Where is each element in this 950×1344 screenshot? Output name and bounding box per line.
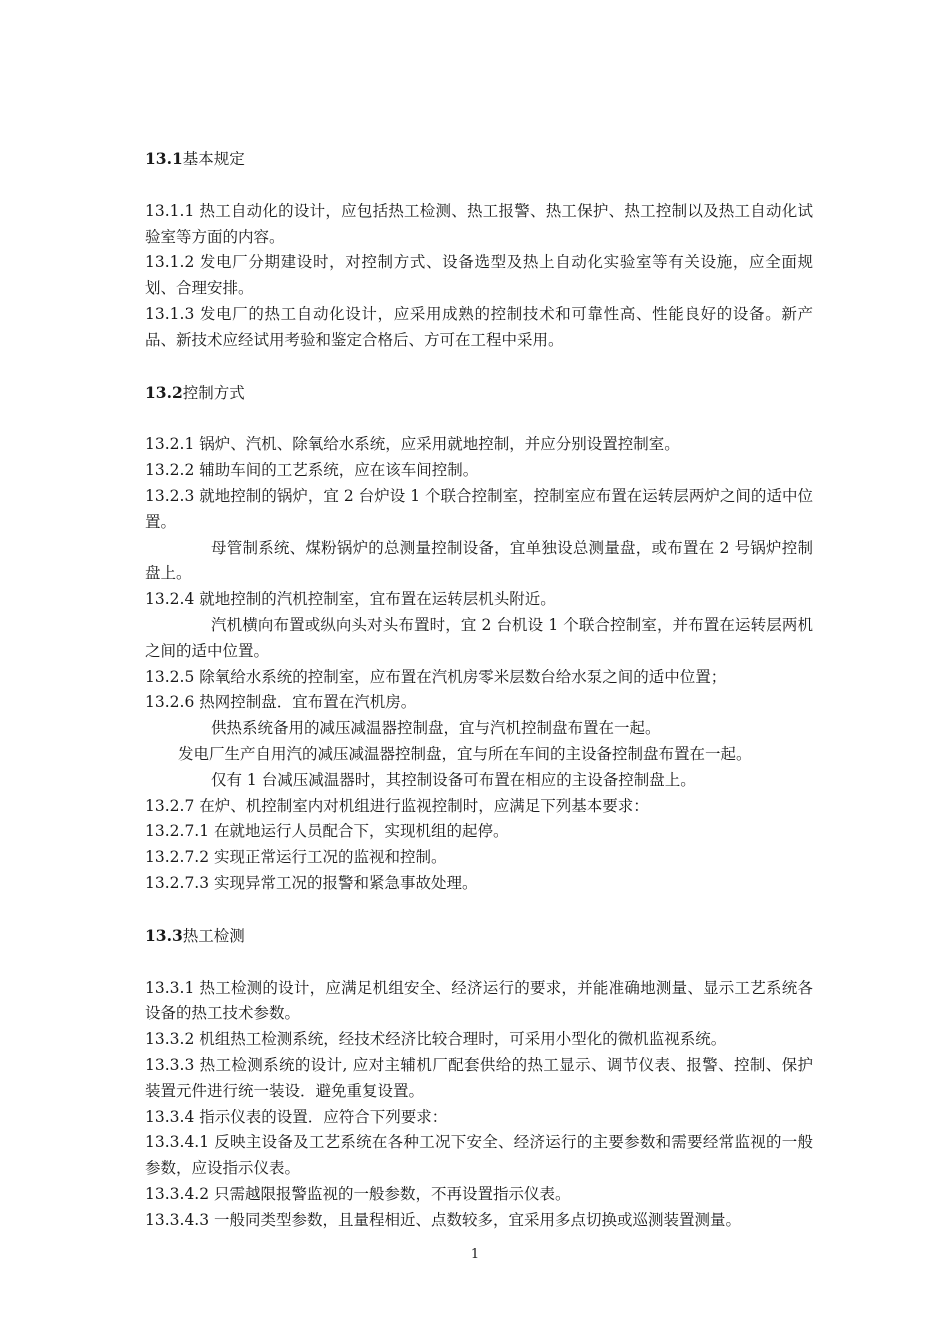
clause-13-2-1: 13.2.1 锅炉、汽机、除氧给水系统，应采用就地控制，并应分别设置控制室。 xyxy=(145,435,680,454)
section-title: 基本规定 xyxy=(182,150,245,168)
clause-13-2-6: 13.2.6 热网控制盘．宜布置在汽机房。 xyxy=(145,693,417,712)
clause-13-2-2: 13.2.2 辅助车间的工艺系统，应在该车间控制。 xyxy=(145,461,479,480)
section-title: 热工检测 xyxy=(182,926,245,945)
section-heading-13-1 xyxy=(145,146,813,173)
clause-13-3-1: 13.3.1 热工检测的设计，应满足机组安全、经济运行的要求，并能准确地测量、显示工艺系统各设备的热工技术参数。 xyxy=(145,978,813,1023)
clause-13-3-4-1: 13.3.4.1 反映主设备及工艺系统在各种工况下安全、经济运行的主要参数和需要经常监视的一般参数，应设指示仪表。 xyxy=(145,1133,813,1178)
clause-13-2-6-note-1: 供热系统备用的减压减温器控制盘，宜与汽机控制盘布置在一起。 xyxy=(211,719,661,738)
document-body xyxy=(145,146,813,1233)
clause-13-2-7: 13.2.7 在炉、机控制室内对机组进行监视控制时，应满足下列基本要求： xyxy=(145,796,649,815)
clause-13-2-7-3: 13.2.7.3 实现异常工况的报警和紧急事故处理。 xyxy=(145,873,478,892)
clause-13-3-3: 13.3.3 热工检测系统的设计, 应对主辅机厂配套供给的热工显示、调节仪表、报警、控制、保护装置元件进行统一装设．避免重复设置。 xyxy=(145,1055,813,1100)
clause-13-2-4: 13.2.4 就地控制的汽机控制室，宜布置在运转层机头附近。 xyxy=(145,590,556,609)
clause-13-2-4-note: 汽机横向布置或纵向头对头布置时，宜 2 台机设 1 个联合控制室，并布置在运转层两机之间的适中位置。 xyxy=(145,615,813,660)
section-number: 13.1 xyxy=(145,149,183,168)
clause-13-2-5: 13.2.5 除氧给水系统的控制室，应布置在汽机房零米层数台给水泵之间的适中位置； xyxy=(145,667,727,686)
page-number: 1 xyxy=(470,1247,480,1262)
clause-13-2-3: 13.2.3 就地控制的锅炉，宜 2 台炉设 1 个联合控制室，控制室应布置在运转层两炉之间的适中位置。 xyxy=(145,486,813,531)
clause-13-3-4-2: 13.3.4.2 只需越限报警监视的一般参数，不再设置指示仪表。 xyxy=(145,1184,571,1203)
clause-13-2-6-note-2: 发电厂生产自用汽的减压减温器控制盘，宜与所在车间的主设备控制盘布置在一起。 xyxy=(178,744,752,763)
clause-13-2-7-2: 13.2.7.2 实现正常运行工况的监视和控制。 xyxy=(145,848,447,867)
section-number: 13.3 xyxy=(145,925,183,945)
clause-13-1-2: 13.1.2 发电厂分期建设时，对控制方式、设备选型及热上自动化实验室等有关设施，应全面规划、合理安排。 xyxy=(145,253,813,298)
clause-13-2-7-1: 13.2.7.1 在就地运行人员配合下，实现机组的起停。 xyxy=(145,822,509,841)
section-number: 13.2 xyxy=(145,382,183,402)
clause-13-2-6-note-3: 仅有 1 台减压减温器时，其控制设备可布置在相应的主设备控制盘上。 xyxy=(211,770,696,789)
section-heading-13-2 xyxy=(145,380,813,407)
clause-13-3-2: 13.3.2 机组热工检测系统，经技术经济比较合理时，可采用小型化的微机监视系统。 xyxy=(145,1030,727,1049)
clause-13-2-3-note: 母管制系统、煤粉锅炉的总测量控制设备，宜单独设总测量盘，或布置在 2 号锅炉控制盘上。 xyxy=(145,538,813,583)
clause-13-1-3: 13.1.3 发电厂的热工自动化设计，应采用成熟的控制技术和可靠性高、性能良好的设备。新产品、新技术应经试用考验和鉴定合格后、方可在工程中采用。 xyxy=(145,304,813,349)
section-title: 控制方式 xyxy=(182,383,245,402)
clause-13-3-4-3: 13.3.4.3 一般同类型参数，且量程相近、点数较多，宜采用多点切换或巡测装置测量。 xyxy=(145,1210,742,1229)
section-heading-13-3 xyxy=(145,923,813,950)
clause-13-1-1: 13.1.1 热工自动化的设计，应包括热工检测、热工报警、热工保护、热工控制以及热工自动化试验室等方面的内容。 xyxy=(145,201,813,246)
clause-13-3-4: 13.3.4 指示仪表的设置．应符合下列要求： xyxy=(145,1107,448,1126)
